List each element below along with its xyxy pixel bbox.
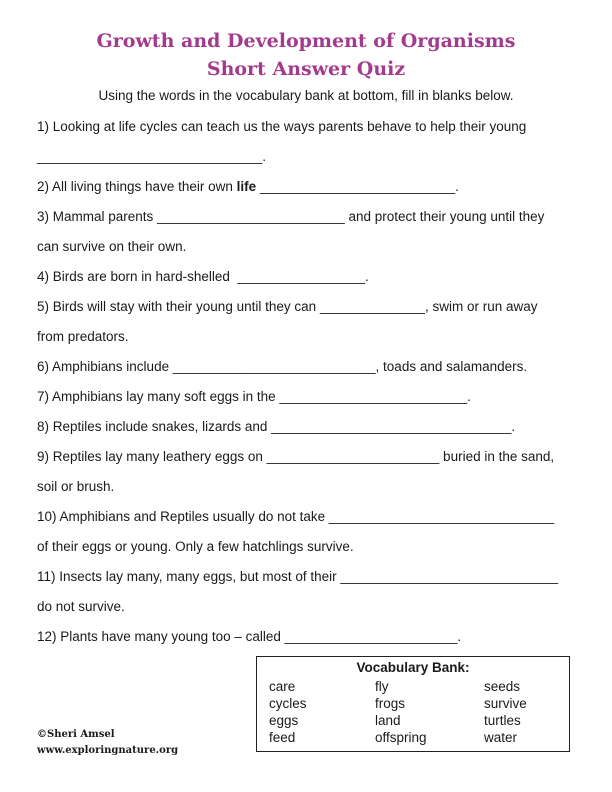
question-text: 9) Reptiles lay many leathery eggs on _______________________ buried in the sand,: [37, 449, 555, 464]
question-line: [37, 509, 554, 525]
question-line: [37, 209, 544, 225]
question-line: [37, 329, 129, 345]
vocabulary-word: feed: [269, 730, 296, 745]
vocabulary-word: cycles: [269, 696, 307, 711]
page-subtitle: Short Answer Quiz: [206, 58, 406, 80]
question-text: 8) Reptiles include snakes, lizards and ________________________________.: [37, 419, 516, 434]
question-line: [37, 449, 554, 465]
instructions: Using the words in the vocabulary bank at bottom, fill in blanks below.: [98, 88, 514, 103]
vocabulary-word: frogs: [375, 696, 406, 711]
question-line: [37, 239, 186, 255]
vocabulary-word: eggs: [269, 713, 299, 728]
vocabulary-bank-title: Vocabulary Bank:: [356, 660, 470, 675]
question-line: [37, 539, 354, 555]
vocabulary-word: water: [484, 730, 518, 745]
vocabulary-word: land: [375, 713, 401, 728]
question-line: [37, 359, 527, 375]
question-line: [37, 479, 114, 495]
question-line: [37, 179, 459, 195]
vocabulary-bank: [256, 656, 570, 752]
question-text: 6) Amphibians include ___________________________, toads and salamanders.: [37, 359, 528, 374]
page-title: Growth and Development of Organisms: [96, 30, 516, 52]
question-text: __________________________.: [256, 179, 459, 194]
question-line: [37, 389, 471, 405]
question-text: can survive on their own.: [37, 239, 187, 254]
question-text: 1) Looking at life cycles can teach us the ways parents behave to help their young: [37, 119, 527, 134]
vocabulary-word: turtles: [484, 713, 521, 728]
vocabulary-word: seeds: [484, 679, 521, 694]
question-text: ______________________________.: [37, 149, 266, 164]
question-text: 4) Birds are born in hard-shelled _________________.: [37, 269, 369, 284]
question-text: 11) Insects lay many, many eggs, but most of their _____________________________: [37, 569, 559, 584]
vocabulary-word: survive: [484, 696, 527, 711]
question-text: 10) Amphibians and Reptiles usually do not take ______________________________: [37, 509, 555, 524]
vocabulary-word: offspring: [375, 730, 427, 745]
vocabulary-word: care: [269, 679, 296, 694]
vocabulary-word: fly: [375, 679, 389, 694]
question-line: [37, 269, 369, 285]
question-text: 3) Mammal parents _________________________ and protect their young until they: [37, 209, 545, 224]
question-text: of their eggs or young. Only a few hatchlings survive.: [37, 539, 354, 554]
question-text: from predators.: [37, 329, 129, 344]
question-text: 7) Amphibians lay many soft eggs in the _________________________.: [37, 389, 471, 404]
question-line: [37, 119, 526, 135]
question-line: [37, 149, 266, 165]
question-text: do not survive.: [37, 599, 125, 614]
question-line: [37, 299, 538, 315]
question-line: [37, 599, 125, 615]
question-line: [37, 629, 461, 645]
question-text: 12) Plants have many young too – called _______________________.: [37, 629, 462, 644]
bold-word: life: [236, 179, 257, 194]
question-text: 2) All living things have their own: [37, 179, 237, 194]
author-credit: ©Sheri Amsel: [37, 729, 115, 740]
question-line: [37, 569, 558, 585]
question-text: soil or brush.: [37, 479, 115, 494]
question-line: [37, 419, 515, 435]
question-text: 5) Birds will stay with their young until they can ______________, swim or run away: [37, 299, 538, 314]
website-link[interactable]: www.exploringnature.org: [37, 745, 179, 756]
